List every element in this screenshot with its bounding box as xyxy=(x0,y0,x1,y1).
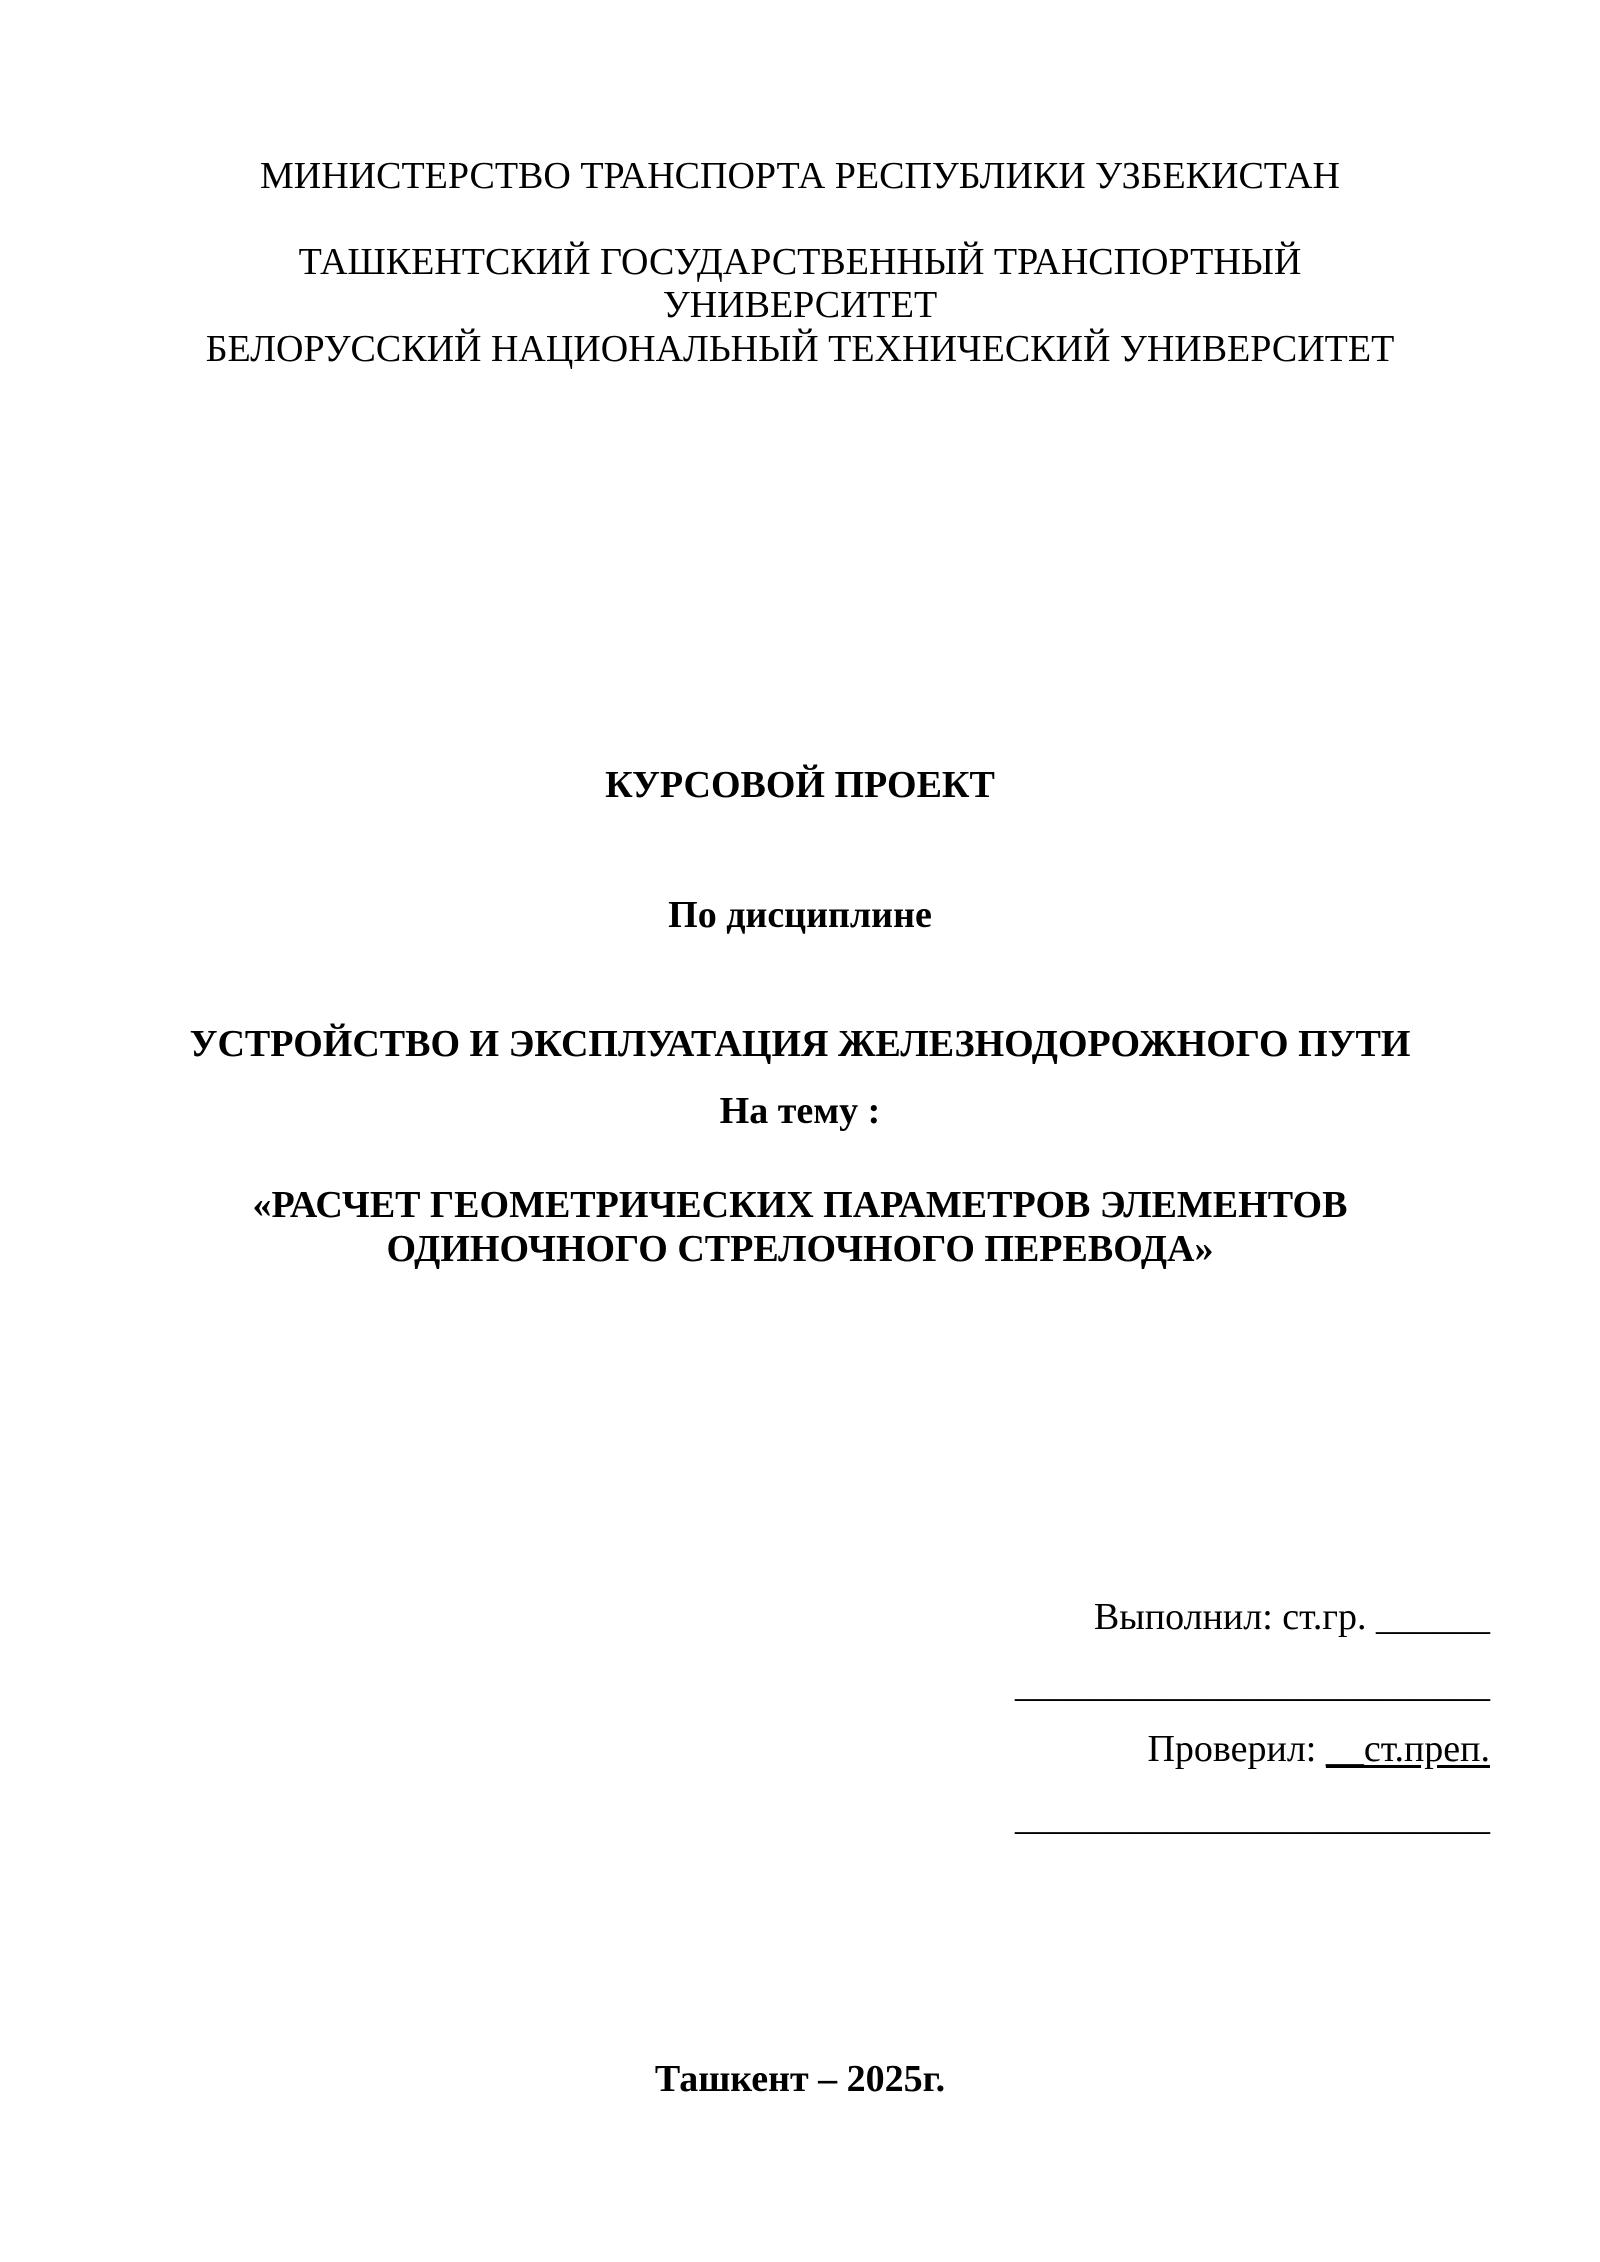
university1-line1: ТАШКЕНТСКИЙ ГОСУДАРСТВЕННЫЙ ТРАНСПОРТНЫЙ xyxy=(298,241,1302,283)
checked-by-position: __ст.преп. xyxy=(1325,1728,1490,1770)
performer-name-blank: _________________________ xyxy=(1015,1663,1490,1705)
university1-line2: УНИВЕРСИТЕТ xyxy=(662,284,938,326)
group-blank: ______ xyxy=(1376,1596,1490,1638)
checker-name-blank: _________________________ xyxy=(1015,1796,1490,1838)
topic-line-1: «РАСЧЕТ ГЕОМЕТРИЧЕСКИХ ПАРАМЕТРОВ ЭЛЕМЕНТОВ xyxy=(252,1184,1348,1226)
topic-label: На тему : xyxy=(719,1090,881,1132)
discipline-label: По дисциплине xyxy=(668,894,932,936)
ministry-heading: МИНИСТЕРСТВО ТРАНСПОРТА РЕСПУБЛИКИ УЗБЕКИСТАН xyxy=(259,155,1340,197)
city-year: Ташкент – 2025г. xyxy=(654,2058,946,2100)
checked-by-label: Проверил: xyxy=(1147,1728,1317,1770)
discipline-name: УСТРОЙСТВО И ЭКСПЛУАТАЦИЯ ЖЕЛЕЗНОДОРОЖНОГО ПУТИ xyxy=(189,1023,1411,1065)
document-type-title: КУРСОВОЙ ПРОЕКТ xyxy=(605,764,995,806)
performed-by-row xyxy=(1094,1595,1490,1639)
topic-line-2: ОДИНОЧНОГО СТРЕЛОЧНОГО ПЕРЕВОДА» xyxy=(386,1228,1214,1270)
checked-by-row xyxy=(1147,1727,1490,1771)
performed-by-label: Выполнил: ст.гр. xyxy=(1093,1596,1367,1638)
university2-heading: БЕЛОРУССКИЙ НАЦИОНАЛЬНЫЙ ТЕХНИЧЕСКИЙ УНИВЕРСИТЕТ xyxy=(205,328,1395,370)
